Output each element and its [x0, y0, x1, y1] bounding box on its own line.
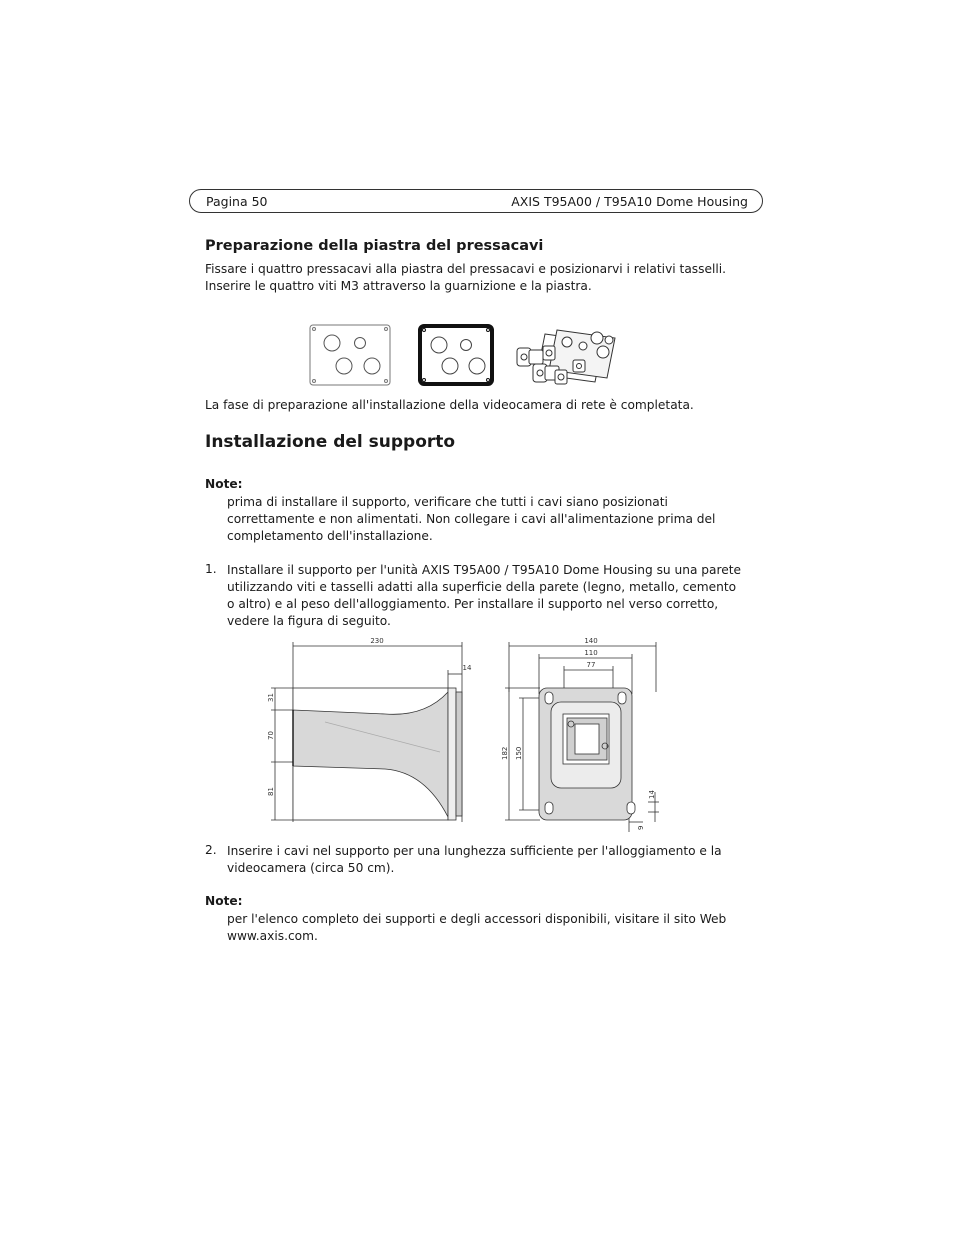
gland-plate-instructions: Fissare i quattro pressacavi alla piastra del pressacavi e posizionarvi i relativi tasselli. Inserire le quattro viti M3 attraverso la guarnizione e la piastra.	[205, 262, 727, 293]
dim-bottom: 81	[267, 787, 275, 796]
dim-width-outer: 140	[584, 637, 598, 645]
note-text: per l'elenco completo dei supporti e degli accessori disponibili, visitare il sito Web www.axis.com.	[227, 912, 727, 943]
product-name: AXIS T95A00 / T95A10 Dome Housing	[511, 194, 748, 209]
dim-width-mid: 110	[584, 649, 598, 657]
step-number: 2.	[205, 843, 217, 857]
step-text: Installare il supporto per l'unità AXIS T95A00 / T95A10 Dome Housing su una parete utilizzando viti e tasselli adatti alla superficie della parete (legno, metallo, cemento o altro) e al peso dell'alloggiamento. Per installare il supporto nel verso corretto, vedere la figura di seguito.	[227, 563, 742, 628]
page-header	[189, 189, 763, 213]
section-title-gland-plate: Preparazione della piastra del pressacavi	[205, 238, 544, 254]
gland-plate-icon	[310, 325, 390, 385]
gasket-icon	[420, 326, 492, 384]
gland-plate-figure	[305, 320, 630, 390]
note-label: Note:	[205, 477, 243, 491]
dim-length: 230	[370, 637, 384, 645]
dim-height-outer: 182	[501, 746, 509, 760]
dim-top: 31	[267, 693, 275, 702]
note-text: prima di installare il supporto, verificare che tutti i cavi siano posizionati correttamente e non alimentati. Non collegare i cavi all'alimentazione prima del completamento dell'installazione.	[227, 495, 716, 543]
assembled-glands-icon	[517, 330, 615, 384]
dim-height-inner: 150	[515, 746, 523, 760]
dim-hole: 14	[648, 790, 656, 799]
dim-edge: 9	[637, 825, 645, 830]
page-number: Pagina 50	[206, 194, 268, 209]
step-number: 1.	[205, 562, 217, 576]
bracket-front-view	[495, 632, 665, 837]
bracket-side-view	[265, 632, 480, 827]
dim-plate: 14	[462, 664, 472, 672]
preparation-complete-text: La fase di preparazione all'installazione della videocamera di rete è completata.	[205, 398, 694, 412]
dim-middle: 70	[267, 731, 275, 740]
step-text: Inserire i cavi nel supporto per una lunghezza sufficiente per l'alloggiamento e la videocamera (circa 50 cm).	[227, 844, 722, 875]
section-title-bracket: Installazione del supporto	[205, 432, 456, 452]
dim-width-inner: 77	[586, 661, 596, 669]
note-label: Note:	[205, 894, 243, 908]
